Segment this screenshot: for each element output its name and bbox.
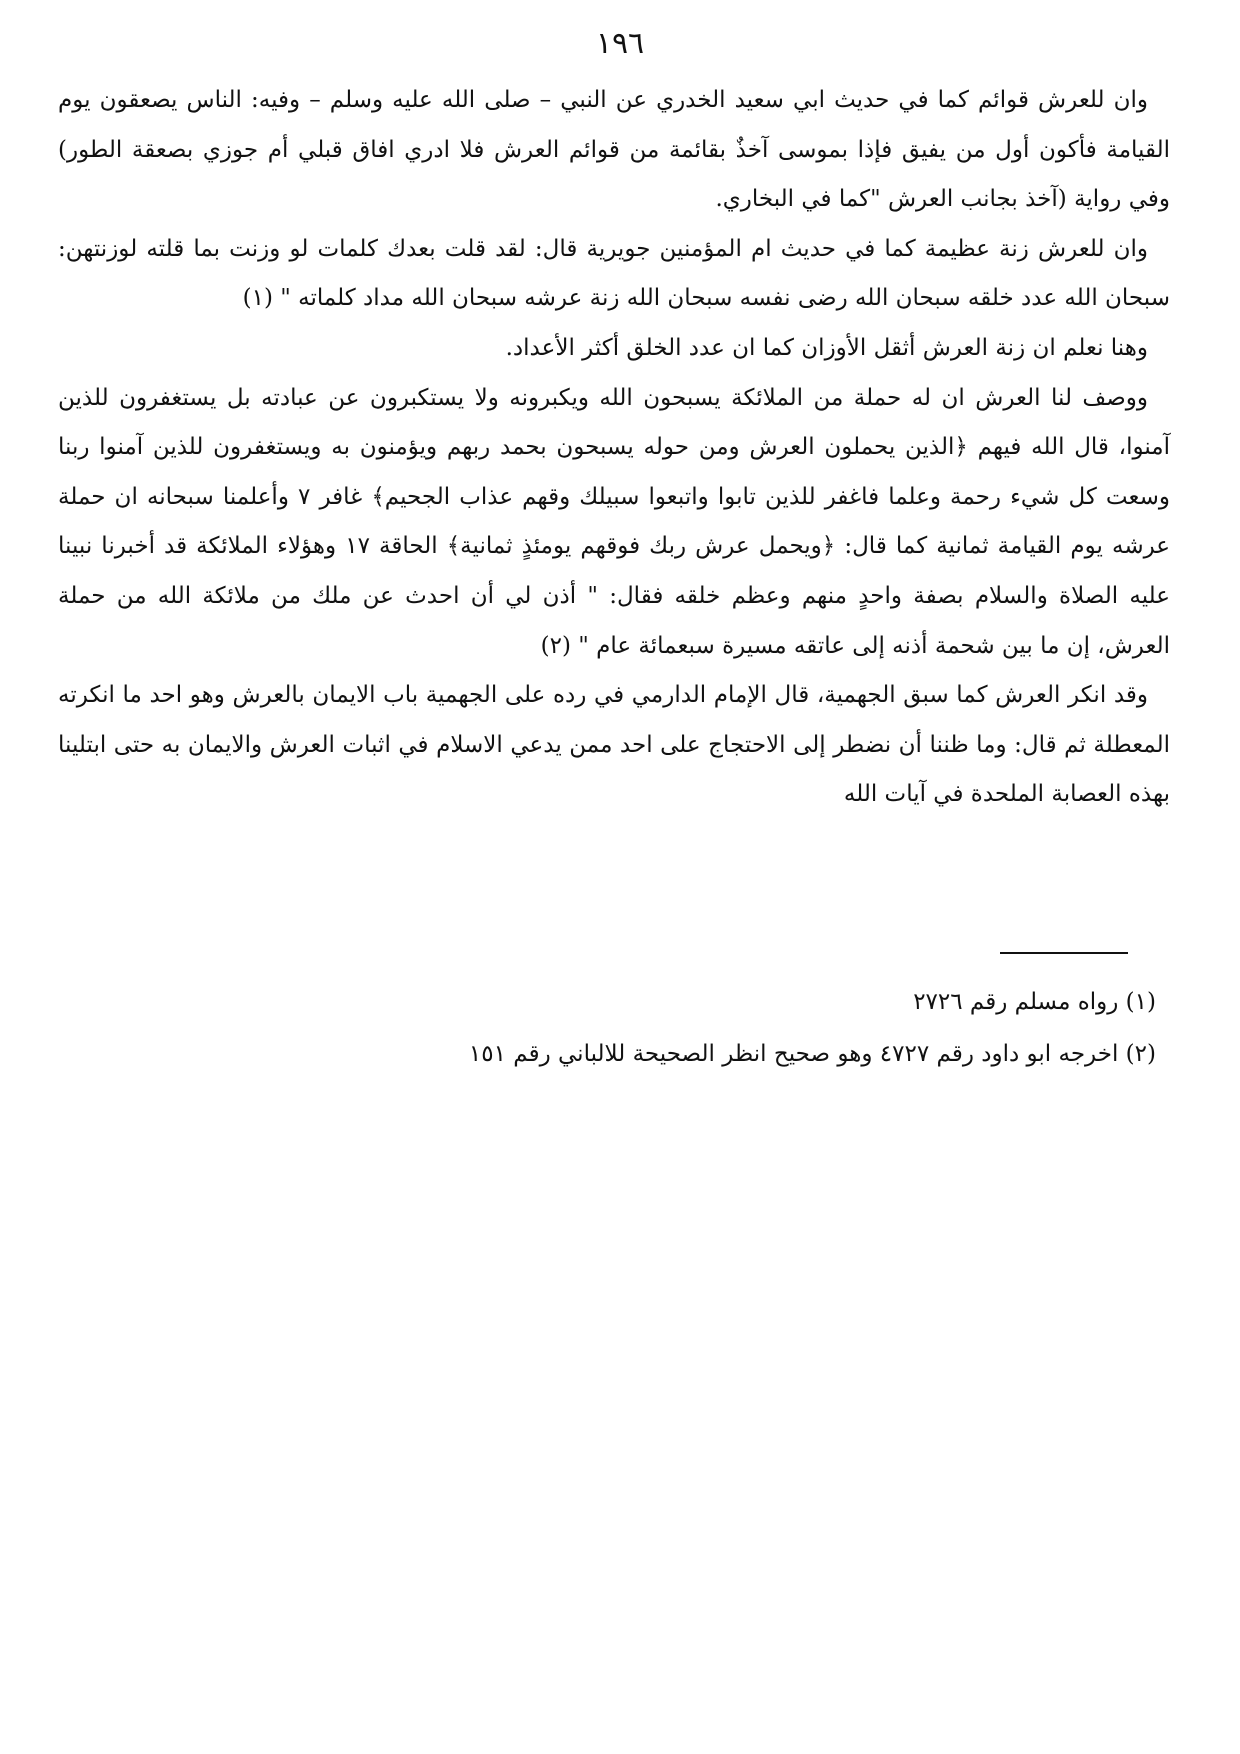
footnotes (58, 976, 1170, 1080)
paragraph-heaviest-weights: وهنا نعلم ان زنة العرش أثقل الأوزان كما ان عدد الخلق أكثر الأعداد. (505, 334, 1148, 361)
body-text (58, 76, 1170, 820)
footnote-separator (1000, 952, 1128, 954)
paragraph-throne-pillars: وان للعرش قوائم كما في حديث ابي سعيد الخدري عن النبي – صلى الله عليه وسلم – وفيه: الناس يصعقون يوم القيامة فأكون أول من يفيق فإذا بموسى آخذٌ بقائمة من قوائم العرش فلا ادري افاق قبلي أم جوزي بصعقة الطور) وفي رواية (آخذ بجانب العرش "كما في البخاري. (58, 87, 1170, 213)
paragraph-throne-weight: وان للعرش زنة عظيمة كما في حديث ام المؤمنين جويرية قال: لقد قلت بعدك كلمات لو وزنت بما قلته لوزنتهن: سبحان الله عدد خلقه سبحان الله رضى نفسه سبحان الله زنة عرشه سبحان الله مداد كلماته " (١) (58, 235, 1170, 312)
footnote-2: (٢) اخرجه ابو داود رقم ٤٧٢٧ وهو صحيح انظر الصحيحة للالباني رقم ١٥١ (468, 1041, 1156, 1067)
paragraph-jahmiyya-denial: وقد انكر العرش كما سبق الجهمية، قال الإمام الدارمي في رده على الجهمية باب الايمان بالعرش وهو احد ما انكرته المعطلة ثم قال: وما ظننا أن نضطر إلى الاحتجاج على احد ممن يدعي الاسلام في اثبات العرش والايمان به حتى ابتلينا بهذه العصابة الملحدة في آيات الله (58, 682, 1170, 808)
paragraph-throne-bearers: ووصف لنا العرش ان له حملة من الملائكة يسبحون الله ويكبرونه ولا يستكبرون عن عبادته بل يستغفرون للذين آمنوا، قال الله فيهم ﴿الذين يحملون العرش ومن حوله يسبحون بحمد ربهم ويؤمنون به ويستغفرون للذين آمنوا ربنا وسعت كل شيء رحمة وعلما فاغفر للذين تابوا واتبعوا سبيلك وقهم عذاب الجحيم﴾ غافر ٧ وأعلمنا سبحانه ان حملة عرشه يوم القيامة ثمانية كما قال: ﴿ويحمل عرش ربك فوقهم يومئذٍ ثمانية﴾ الحاقة ١٧ وهؤلاء الملائكة قد أخبرنا نبينا عليه الصلاة والسلام بصفة واحدٍ منهم وعظم خلقه فقال: " أذن لي أن احدث عن ملك من ملائكة الله من حملة العرش، إن ما بين شحمة أذنه إلى عاتقه مسيرة سبعمائة عام " (٢) (58, 384, 1171, 659)
page-number: ١٩٦ (595, 26, 645, 61)
footnote-1: (١) رواه مسلم رقم ٢٧٢٦ (913, 989, 1156, 1015)
